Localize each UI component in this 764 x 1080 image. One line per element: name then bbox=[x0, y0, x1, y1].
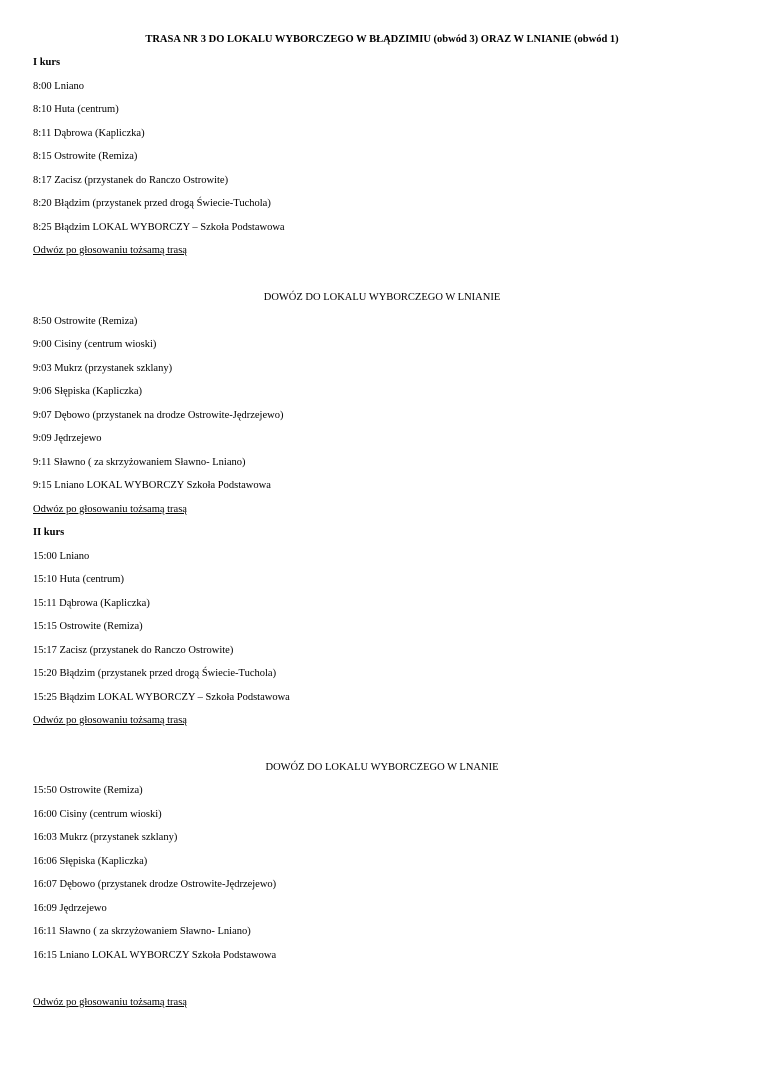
kurs1-stop: 8:10 Huta (centrum) bbox=[33, 104, 119, 115]
dowoz1-stop: 9:07 Dębowo (przystanek na drodze Ostrowite-Jędrzejewo) bbox=[33, 410, 284, 421]
dowoz1-stop: 9:06 Słępiska (Kapliczka) bbox=[33, 386, 143, 397]
kurs2-return-note: Odwóz po głosowaniu tożsamą trasą bbox=[33, 715, 187, 726]
kurs2-stop: 15:25 Błądzim LOKAL WYBORCZY – Szkoła Podstawowa bbox=[33, 692, 290, 703]
dowoz2-stop: 16:15 Lniano LOKAL WYBORCZY Szkoła Podstawowa bbox=[33, 950, 277, 961]
dowoz1-stop: 8:50 Ostrowite (Remiza) bbox=[33, 316, 138, 327]
kurs1-stop: 8:20 Błądzim (przystanek przed drogą Świecie-Tuchola) bbox=[33, 198, 271, 209]
kurs2-heading: II kurs bbox=[33, 527, 65, 538]
kurs1-stop: 8:25 Błądzim LOKAL WYBORCZY – Szkoła Podstawowa bbox=[33, 222, 285, 233]
dowoz2-stop: 16:03 Mukrz (przystanek szklany) bbox=[33, 832, 178, 843]
kurs2-stop: 15:17 Zacisz (przystanek do Ranczo Ostrowite) bbox=[33, 645, 234, 656]
kurs2-stop: 15:15 Ostrowite (Remiza) bbox=[33, 621, 143, 632]
dowoz1-return-note: Odwóz po głosowaniu tożsamą trasą bbox=[33, 504, 187, 515]
kurs1-stop: 8:00 Lniano bbox=[33, 81, 85, 92]
dowoz1-stop: 9:15 Lniano LOKAL WYBORCZY Szkoła Podstawowa bbox=[33, 480, 271, 491]
dowoz1-stop: 9:03 Mukrz (przystanek szklany) bbox=[33, 363, 173, 374]
dowoz2-stop: 16:07 Dębowo (przystanek drodze Ostrowite-Jędrzejewo) bbox=[33, 879, 277, 890]
kurs2-stop: 15:20 Błądzim (przystanek przed drogą Świecie-Tuchola) bbox=[33, 668, 277, 679]
dowoz2-stop: 16:00 Cisiny (centrum wioski) bbox=[33, 809, 162, 820]
dowoz2-stop: 16:11 Sławno ( za skrzyżowaniem Sławno- Lniano) bbox=[33, 926, 251, 937]
dowoz2-stop: 16:06 Słępiska (Kapliczka) bbox=[33, 856, 148, 867]
dowoz2-return-note: Odwóz po głosowaniu tożsamą trasą bbox=[33, 997, 187, 1008]
kurs1-stop: 8:11 Dąbrowa (Kapliczka) bbox=[33, 128, 145, 139]
dowoz1-stop: 9:00 Cisiny (centrum wioski) bbox=[33, 339, 157, 350]
document-title: TRASA NR 3 DO LOKALU WYBORCZEGO W BŁĄDZIMIU (obwód 3) ORAZ W LNIANIE (obwód 1) bbox=[145, 34, 619, 45]
dowoz2-heading: DOWÓZ DO LOKALU WYBORCZEGO W LNANIE bbox=[265, 762, 499, 773]
dowoz1-heading: DOWÓZ DO LOKALU WYBORCZEGO W LNIANIE bbox=[263, 292, 501, 303]
kurs2-stop: 15:00 Lniano bbox=[33, 551, 90, 562]
kurs2-stop: 15:10 Huta (centrum) bbox=[33, 574, 124, 585]
dowoz2-stop: 16:09 Jędrzejewo bbox=[33, 903, 107, 914]
dowoz1-stop: 9:09 Jędrzejewo bbox=[33, 433, 102, 444]
kurs1-return-note: Odwóz po głosowaniu tożsamą trasą bbox=[33, 245, 187, 256]
kurs1-stop: 8:15 Ostrowite (Remiza) bbox=[33, 151, 138, 162]
kurs2-stop: 15:11 Dąbrowa (Kapliczka) bbox=[33, 598, 150, 609]
kurs1-stop: 8:17 Zacisz (przystanek do Ranczo Ostrowite) bbox=[33, 175, 229, 186]
dowoz1-stop: 9:11 Sławno ( za skrzyżowaniem Sławno- Lniano) bbox=[33, 457, 246, 468]
kurs1-heading: I kurs bbox=[33, 57, 61, 68]
dowoz2-stop: 15:50 Ostrowite (Remiza) bbox=[33, 785, 143, 796]
